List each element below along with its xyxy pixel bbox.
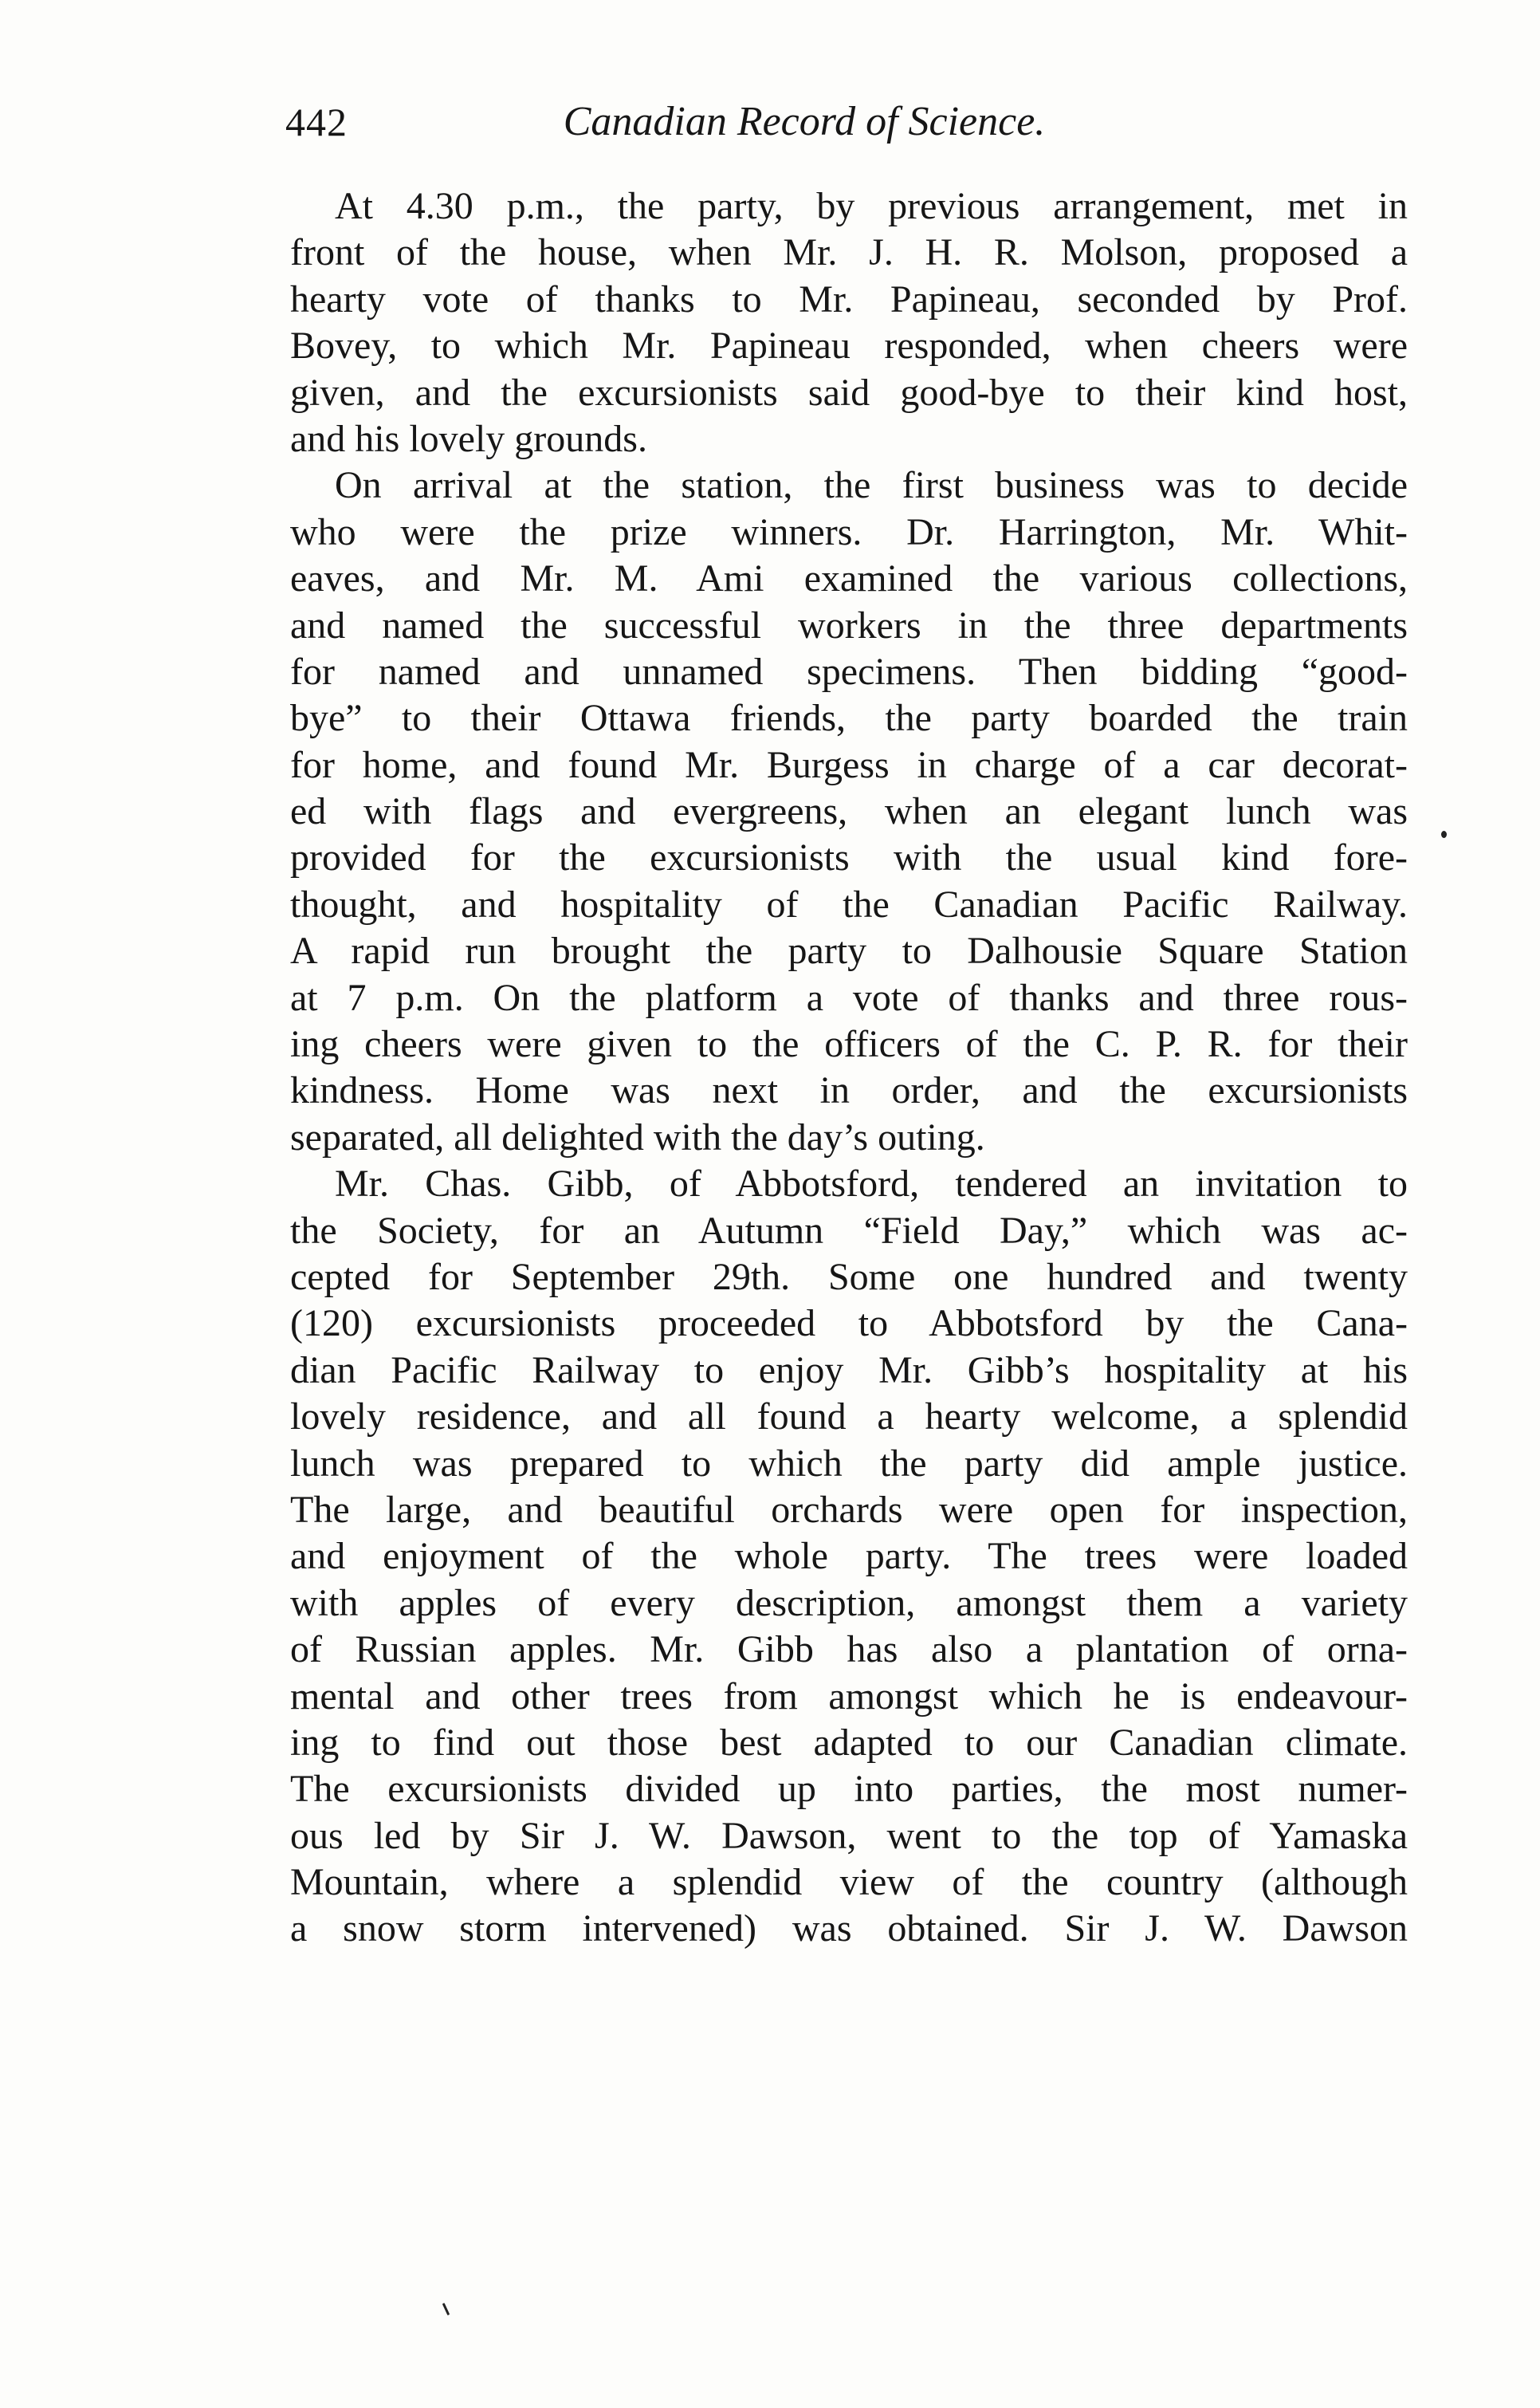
text-line: cepted for September 29th. Some one hundred and twenty	[290, 1255, 1408, 1298]
text-line: The large, and beautiful orchards were open for inspection,	[290, 1488, 1408, 1531]
text-line: and enjoyment of the whole party. The trees were loaded	[290, 1535, 1408, 1578]
text-line: ing to find out those best adapted to our Canadian climate.	[290, 1721, 1408, 1764]
text-line: with apples of every description, amongst them a variety	[290, 1581, 1408, 1624]
text-line: ed with flags and evergreens, when an elegant lunch was	[290, 790, 1408, 833]
text-line: the Society, for an Autumn “Field Day,” which was ac-	[290, 1209, 1408, 1252]
text-line: lovely residence, and all found a hearty welcome, a splendid	[290, 1395, 1408, 1438]
text-line: kindness. Home was next in order, and the excursionists	[290, 1069, 1408, 1112]
text-line: and his lovely grounds.	[290, 417, 647, 460]
text-line: at 7 p.m. On the platform a vote of thanks and three rous-	[290, 976, 1408, 1019]
text-line: thought, and hospitality of the Canadian Pacific Railway.	[290, 883, 1408, 926]
text-line: hearty vote of thanks to Mr. Papineau, seconded by Prof.	[290, 277, 1408, 321]
text-line: for named and unnamed specimens. Then bidding “good-	[290, 650, 1408, 693]
text-line: The excursionists divided up into parties, the most numer-	[290, 1768, 1408, 1811]
page-header	[285, 94, 1323, 150]
text-line: Mr. Chas. Gibb, of Abbotsford, tendered an invitation to	[335, 1163, 1408, 1206]
text-line: lunch was prepared to which the party did ample justice.	[290, 1442, 1408, 1485]
text-line: mental and other trees from amongst which he is endeavour-	[290, 1674, 1408, 1717]
text-line: bye” to their Ottawa friends, the party boarded the train	[290, 697, 1408, 740]
text-line: eaves, and Mr. M. Ami examined the various collections,	[290, 557, 1408, 600]
text-line: ing cheers were given to the officers of the C. P. R. for their	[290, 1023, 1408, 1066]
running-title: Canadian Record of Science.	[563, 99, 1046, 144]
text-line: separated, all delighted with the day’s outing.	[290, 1115, 985, 1159]
text-line: given, and the excursionists said good-bye to their kind host,	[290, 371, 1408, 414]
text-line: a snow storm intervened) was obtained. Sir J. W. Dawson	[290, 1907, 1408, 1950]
text-line: dian Pacific Railway to enjoy Mr. Gibb’s hospitality at his	[290, 1348, 1408, 1391]
text-line: On arrival at the station, the first business was to decide	[335, 464, 1408, 507]
text-line: At 4.30 p.m., the party, by previous arrangement, met in	[335, 185, 1408, 227]
text-line: (120) excursionists proceeded to Abbotsford by the Cana-	[290, 1302, 1408, 1345]
ink-speck	[1441, 831, 1447, 838]
text-line: provided for the excursionists with the usual kind fore-	[290, 836, 1408, 879]
text-line: who were the prize winners. Dr. Harrington, Mr. Whit-	[290, 510, 1408, 553]
text-line: and named the successful workers in the three departments	[290, 604, 1408, 647]
text-line: of Russian apples. Mr. Gibb has also a plantation of orna-	[290, 1628, 1408, 1671]
text-line: Mountain, where a splendid view of the country (although	[290, 1861, 1408, 1904]
text-line: Bovey, to which Mr. Papineau responded, when cheers were	[290, 325, 1408, 368]
text-line: for home, and found Mr. Burgess in charge of a car decorat-	[290, 743, 1408, 786]
page-number: 442	[285, 100, 348, 144]
text-line: ous led by Sir J. W. Dawson, went to the top of Yamaska	[290, 1814, 1408, 1857]
ink-mark	[442, 2303, 450, 2316]
text-line: front of the house, when Mr. J. H. R. Molson, proposed a	[290, 231, 1408, 274]
body-text	[290, 183, 1408, 1953]
text-line: A rapid run brought the party to Dalhousie Square Station	[290, 930, 1408, 973]
